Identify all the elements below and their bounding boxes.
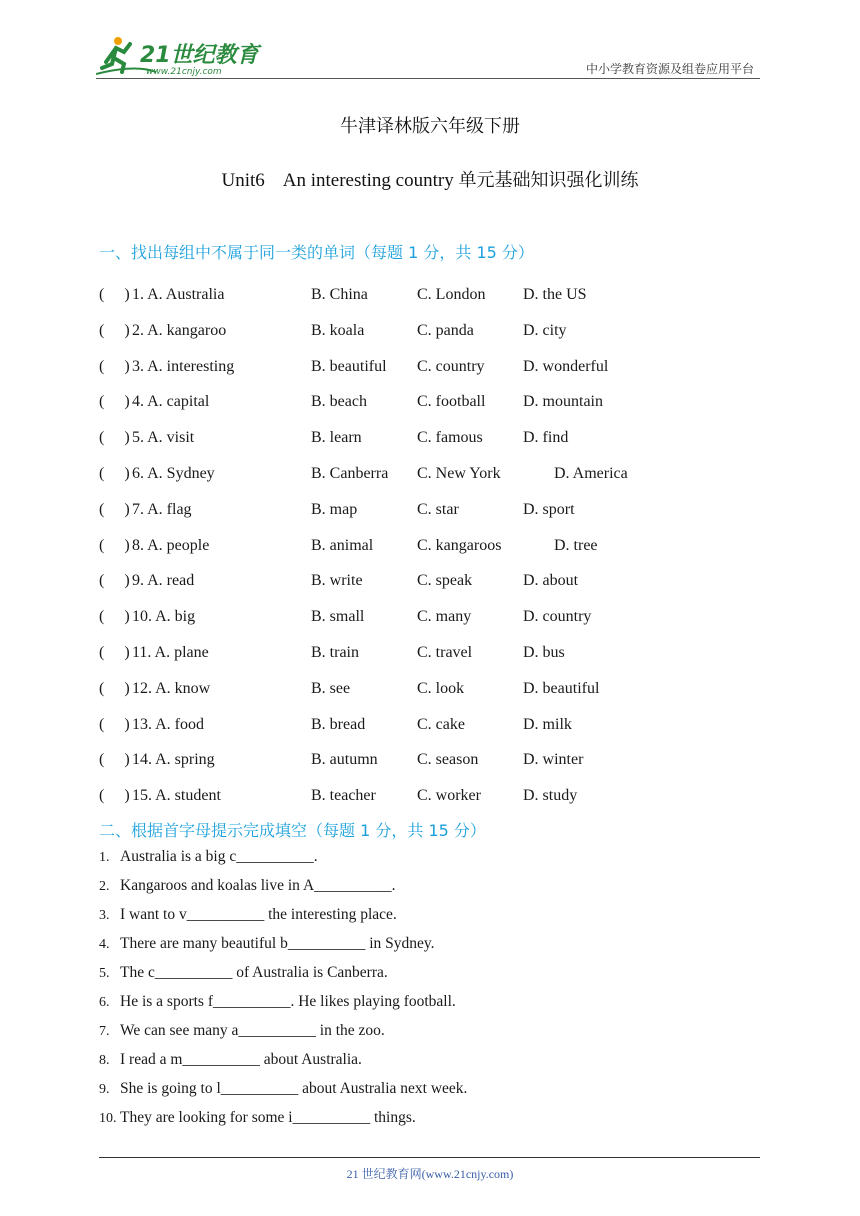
footer-divider	[99, 1157, 760, 1158]
answer-blank[interactable]: ( )	[99, 644, 130, 661]
section1-heading: 一、找出每组中不属于同一类的单词（每题 1 分，共 15 分）	[99, 243, 534, 262]
fill-blank-item	[99, 1051, 362, 1069]
item-text[interactable]: Kangaroos and koalas live in A__________.	[120, 877, 396, 894]
option-b: B. beach	[311, 393, 367, 411]
option-c: C. football	[417, 393, 486, 411]
option-a: 13. A. food	[132, 715, 204, 733]
item-text[interactable]: They are looking for some i__________ things.	[120, 1109, 416, 1126]
option-c: C. travel	[417, 644, 473, 661]
item-number: 5.	[99, 966, 110, 981]
item-number: 8.	[99, 1053, 110, 1068]
item-text[interactable]: There are many beautiful b__________ in Sydney.	[120, 935, 435, 952]
option-d: D. find	[523, 429, 569, 447]
option-d: D. winter	[523, 751, 584, 769]
option-c: C. country	[417, 357, 485, 375]
fill-blank-item	[99, 906, 397, 924]
option-a: 2. A. kangaroo	[132, 321, 227, 339]
fill-blank-item	[99, 1022, 385, 1040]
option-a: 15. A. student	[132, 787, 221, 805]
option-b: B. Canberra	[311, 465, 389, 482]
logo-text: 21世纪教育	[140, 43, 259, 68]
option-a: 3. A. interesting	[132, 357, 235, 375]
answer-blank[interactable]: ( )	[99, 679, 130, 697]
answer-blank[interactable]: ( )	[99, 751, 130, 769]
header-divider	[96, 78, 760, 79]
item-number: 2.	[99, 879, 110, 894]
item-text[interactable]: I want to v__________ the interesting place.	[120, 906, 397, 923]
answer-blank[interactable]: ( )	[99, 357, 130, 375]
option-a: 11. A. plane	[132, 644, 209, 661]
option-c: C. famous	[417, 429, 483, 447]
fill-blank-item	[99, 935, 435, 953]
option-b: B. koala	[311, 321, 365, 339]
option-d: D. bus	[523, 644, 565, 661]
option-b: B. write	[311, 572, 363, 590]
option-b: B. animal	[311, 536, 374, 554]
option-c: C. London	[417, 286, 486, 303]
option-d: D. city	[523, 321, 567, 339]
item-text[interactable]: I read a m__________ about Australia.	[120, 1051, 362, 1068]
option-d: D. about	[523, 572, 579, 590]
option-d: D. beautiful	[523, 679, 600, 697]
logo-url: www.21cnjy.com	[146, 67, 222, 77]
answer-blank[interactable]: ( )	[99, 393, 130, 411]
option-b: B. teacher	[311, 787, 376, 805]
item-text[interactable]: He is a sports f__________. He likes playing football.	[120, 993, 456, 1010]
option-b: B. China	[311, 286, 368, 303]
option-d: D. mountain	[523, 393, 603, 411]
fill-blank-item	[99, 964, 388, 982]
option-a: 14. A. spring	[132, 751, 215, 769]
option-b: B. see	[311, 679, 351, 697]
option-d: D. sport	[523, 500, 575, 518]
option-c: C. season	[417, 751, 479, 769]
option-d: D. country	[523, 608, 592, 626]
page-title: 牛津译林版六年级下册	[340, 116, 520, 137]
fill-blank-item	[99, 848, 318, 866]
answer-blank[interactable]: ( )	[99, 286, 130, 303]
answer-blank[interactable]: ( )	[99, 321, 130, 339]
option-b: B. small	[311, 608, 365, 626]
fill-blank-item	[99, 877, 396, 895]
item-number: 3.	[99, 908, 110, 923]
item-text[interactable]: We can see many a__________ in the zoo.	[120, 1022, 385, 1039]
section2-heading: 二、根据首字母提示完成填空（每题 1 分，共 15 分）	[99, 821, 486, 840]
option-c: C. cake	[417, 715, 465, 733]
answer-blank[interactable]: ( )	[99, 715, 130, 733]
option-a: 5. A. visit	[132, 429, 195, 447]
platform-name: 中小学教育资源及组卷应用平台	[585, 62, 754, 76]
fill-blank-item	[99, 993, 456, 1011]
option-c: C. panda	[417, 321, 474, 339]
item-number: 1.	[99, 850, 110, 865]
fill-blank-item	[99, 1109, 416, 1127]
answer-blank[interactable]: ( )	[99, 429, 130, 447]
answer-blank[interactable]: ( )	[99, 608, 130, 626]
logo	[96, 34, 266, 78]
option-d: D. study	[523, 787, 578, 805]
option-b: B. map	[311, 500, 358, 518]
item-text[interactable]: The c__________ of Australia is Canberra.	[120, 964, 388, 981]
option-c: C. kangaroos	[417, 536, 502, 554]
option-b: B. beautiful	[311, 357, 387, 375]
option-d: D. the US	[523, 286, 587, 303]
option-d: D. tree	[554, 536, 598, 554]
item-number: 10.	[99, 1111, 117, 1126]
item-text[interactable]: She is going to l__________ about Australia next week.	[120, 1080, 468, 1097]
subtitle-cn: 单元基础知识强化训练	[458, 170, 639, 191]
item-number: 7.	[99, 1024, 110, 1039]
option-b: B. bread	[311, 715, 366, 733]
option-a: 4. A. capital	[132, 393, 210, 411]
answer-blank[interactable]: ( )	[99, 465, 130, 482]
fill-blank-item	[99, 1080, 467, 1098]
option-a: 6. A. Sydney	[132, 465, 215, 482]
option-b: B. autumn	[311, 751, 378, 769]
option-d: D. wonderful	[523, 357, 609, 375]
option-a: 7. A. flag	[132, 500, 192, 518]
option-c: C. many	[417, 608, 472, 626]
answer-blank[interactable]: ( )	[99, 500, 130, 518]
item-number: 9.	[99, 1082, 110, 1097]
item-number: 6.	[99, 995, 110, 1010]
option-c: C. speak	[417, 572, 473, 590]
subtitle-en: Unit6 An interesting country	[221, 170, 459, 191]
answer-blank[interactable]: ( )	[99, 572, 130, 590]
option-a: 9. A. read	[132, 572, 195, 590]
answer-blank[interactable]: ( )	[99, 787, 130, 805]
option-c: C. star	[417, 500, 459, 518]
item-number: 4.	[99, 937, 110, 952]
option-a: 12. A. know	[132, 679, 211, 697]
answer-blank[interactable]: ( )	[99, 536, 130, 554]
option-a: 1. A. Australia	[132, 286, 225, 303]
option-b: B. learn	[311, 429, 362, 447]
option-c: C. New York	[417, 465, 501, 482]
page-subtitle	[0, 166, 860, 192]
option-a: 10. A. big	[132, 608, 196, 626]
option-c: C. look	[417, 679, 465, 697]
option-b: B. train	[311, 644, 359, 661]
option-d: D. America	[554, 465, 628, 482]
option-c: C. worker	[417, 787, 481, 805]
option-a: 8. A. people	[132, 536, 210, 554]
item-text[interactable]: Australia is a big c__________.	[120, 848, 318, 865]
option-d: D. milk	[523, 715, 572, 733]
page-header	[96, 34, 760, 80]
footer-text: 21 世纪教育网(www.21cnjy.com)	[346, 1167, 514, 1181]
